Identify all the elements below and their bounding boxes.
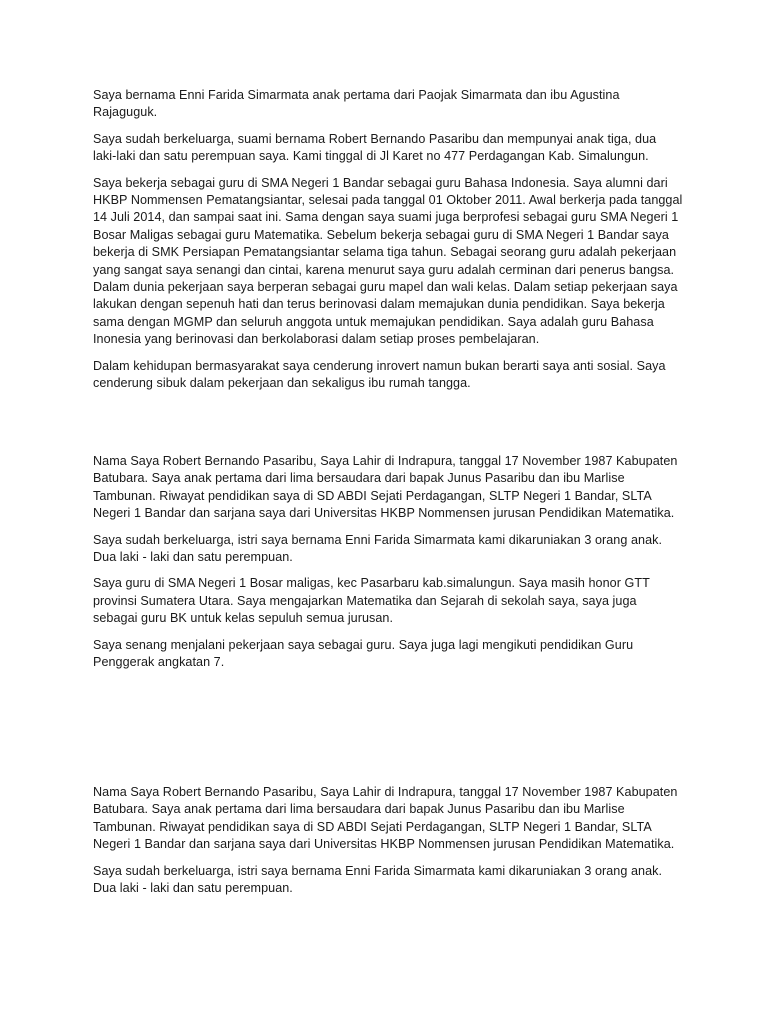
profile-section-robert-repeat: [93, 784, 683, 906]
profile-section-robert: [93, 453, 683, 680]
paragraph-intro: Nama Saya Robert Bernando Pasaribu, Saya Lahir di Indrapura, tanggal 17 November 1987 Kabupaten Batubara. Saya anak pertama dari lima bersaudara dari bapak Junus Pasaribu dan ibu Marlise Tambunan. Riwayat pendidikan saya di SD ABDI Sejati Perdagangan, SLTP Negeri 1 Bandar, SLTA Negeri 1 Bandar dan sarjana saya dari Universitas HKBP Nommensen jurusan Pendidikan Matematika.: [93, 785, 678, 852]
paragraph-social: Dalam kehidupan bermasyarakat saya cenderung inrovert namun bukan berarti saya anti sosial. Saya cenderung sibuk dalam pekerjaan dan sekaligus ibu rumah tangga.: [93, 358, 666, 391]
paragraph-family: Saya sudah berkeluarga, istri saya bernama Enni Farida Simarmata kami dikaruniakan 3 orang anak. Dua laki - laki dan satu perempuan.: [93, 532, 663, 565]
profile-section-enni: [93, 87, 683, 402]
paragraph-family: Saya sudah berkeluarga, suami bernama Robert Bernando Pasaribu dan mempunyai anak tiga, dua laki-laki dan satu perempuan saya. Kami tinggal di Jl Karet no 477 Perdagangan Kab. Simalungun.: [93, 131, 657, 164]
paragraph-intro: Nama Saya Robert Bernando Pasaribu, Saya Lahir di Indrapura, tanggal 17 November 1987 Kabupaten Batubara. Saya anak pertama dari lima bersaudara dari bapak Junus Pasaribu dan ibu Marlise Tambunan. Riwayat pendidikan saya di SD ABDI Sejati Perdagangan, SLTP Negeri 1 Bandar, SLTA Negeri 1 Bandar dan sarjana saya dari Universitas HKBP Nommensen jurusan Pendidikan Matematika.: [93, 454, 678, 521]
paragraph-career: Saya bekerja sebagai guru di SMA Negeri 1 Bandar sebagai guru Bahasa Indonesia. Saya alumni dari HKBP Nommensen Pematangsiantar, selesai pada tanggal 01 Oktober 2011. Awal berkerja pada tanggal 14 Juli 2014, dan sampai saat ini. Sama dengan saya suami juga berprofesi sebagai guru SMA Negeri 1 Bosar Maligas sebagai guru Matematika. Sebelum bekerja sebagai guru di SMA Negeri 1 Bandar saya bekerja di SMK Persiapan Pematangsiantar selama tiga tahun. Sebagai seorang guru adalah pekerjaan yang sangat saya senangi dan cintai, karena menurut saya guru adalah cerminan dari penerus bangsa. Dalam dunia pekerjaan saya berperan sebagai guru mapel dan wali kelas. Dalam setiap pekerjaan saya lakukan dengan sepenuh hati dan terus berinovasi dalam memajukan dunia pendidikan. Saya bekerja sama dengan MGMP dan seluruh anggota untuk memajukan pendidikan. Saya adalah guru Bahasa Inonesia yang berinovasi dan berkolaborasi dalam setiap proses pembelajaran.: [93, 175, 683, 347]
paragraph-family: Saya sudah berkeluarga, istri saya bernama Enni Farida Simarmata kami dikaruniakan 3 orang anak. Dua laki - laki dan satu perempuan.: [93, 863, 663, 896]
paragraph-intro: Saya bernama Enni Farida Simarmata anak pertama dari Paojak Simarmata dan ibu Agustina Rajaguguk.: [93, 88, 620, 120]
paragraph-career: Saya guru di SMA Negeri 1 Bosar maligas, kec Pasarbaru kab.simalungun. Saya masih honor GTT provinsi Sumatera Utara. Saya mengajarkan Matematika dan Sejarah di sekolah saya, saya juga sebagai guru BK untuk kelas sepuluh semua jurusan.: [93, 576, 650, 626]
paragraph-closing: Saya senang menjalani pekerjaan saya sebagai guru. Saya juga lagi mengikuti pendidikan Guru Penggerak angkatan 7.: [93, 637, 634, 670]
